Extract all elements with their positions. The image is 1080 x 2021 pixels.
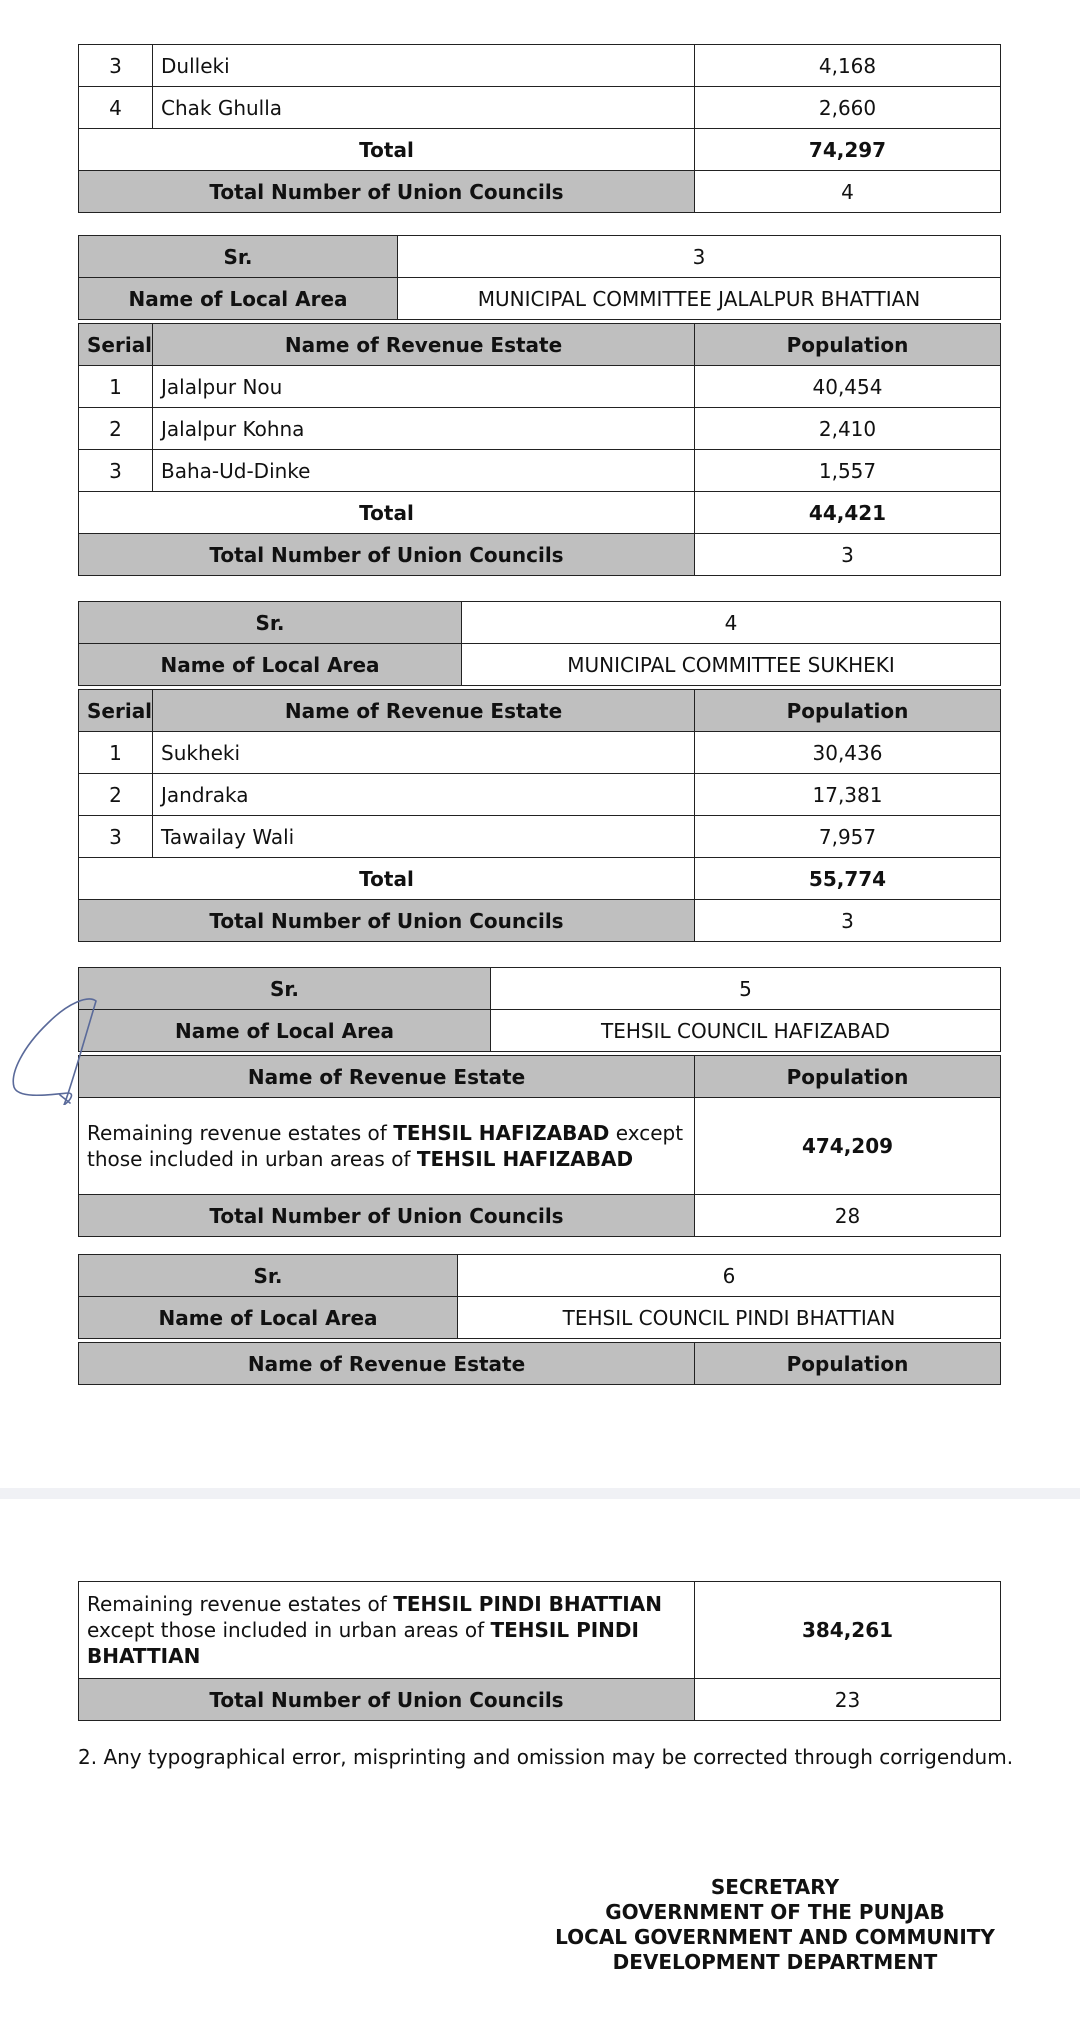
- column-header-row: [79, 1056, 1001, 1098]
- local-area-table-2-tail: [78, 44, 1001, 213]
- serial-cell: 4: [79, 87, 153, 129]
- local-area-table-5-body: [78, 1055, 1001, 1237]
- population-cell: 2,410: [695, 408, 1001, 450]
- sr-row: [79, 1255, 1001, 1297]
- population-cell: 384,261: [695, 1582, 1001, 1679]
- serial-cell: 1: [79, 366, 153, 408]
- table-row: [79, 816, 1001, 858]
- signature-block: [555, 1875, 995, 1975]
- column-header-estate: Name of Revenue Estate: [153, 690, 695, 732]
- union-councils-row: [79, 900, 1001, 942]
- local-area-row: [79, 278, 1001, 320]
- page-break: [0, 1488, 1080, 1499]
- local-area-value: MUNICIPAL COMMITTEE JALALPUR BHATTIAN: [398, 278, 1001, 320]
- table-row: [79, 774, 1001, 816]
- sr-row: [79, 236, 1001, 278]
- union-councils-row: [79, 1195, 1001, 1237]
- local-area-label: Name of Local Area: [79, 644, 462, 686]
- sr-row: [79, 602, 1001, 644]
- sr-value: 6: [458, 1255, 1001, 1297]
- corrigendum-note: 2. Any typographical error, misprinting and omission may be corrected through corrigendum.: [78, 1745, 1014, 1769]
- signature-line-4: DEVELOPMENT DEPARTMENT: [612, 1950, 938, 1974]
- local-area-table-5-header: [78, 967, 1001, 1052]
- column-header-estate: Name of Revenue Estate: [153, 324, 695, 366]
- union-councils-label: Total Number of Union Councils: [79, 1195, 695, 1237]
- sr-value: 5: [491, 968, 1001, 1010]
- local-area-label: Name of Local Area: [79, 1010, 491, 1052]
- sr-label: Sr.: [79, 968, 491, 1010]
- column-header-row: [79, 324, 1001, 366]
- population-cell: 40,454: [695, 366, 1001, 408]
- union-councils-value: 28: [695, 1195, 1001, 1237]
- sr-label: Sr.: [79, 236, 398, 278]
- union-councils-label: Total Number of Union Councils: [79, 900, 695, 942]
- column-header-estate: Name of Revenue Estate: [79, 1056, 695, 1098]
- local-area-table-3-header: [78, 235, 1001, 320]
- population-cell: 17,381: [695, 774, 1001, 816]
- union-councils-label: Total Number of Union Councils: [79, 534, 695, 576]
- signature-line-2: GOVERNMENT OF THE PUNJAB: [605, 1900, 945, 1924]
- table-row: [79, 87, 1001, 129]
- table-row: [79, 1582, 1001, 1679]
- estate-name-cell: Chak Ghulla: [153, 87, 695, 129]
- local-area-table-4-body: [78, 689, 1001, 942]
- population-cell: 30,436: [695, 732, 1001, 774]
- local-area-table-4-header: [78, 601, 1001, 686]
- serial-cell: 3: [79, 45, 153, 87]
- table-row: [79, 45, 1001, 87]
- union-councils-value: 3: [695, 534, 1001, 576]
- table-row: [79, 408, 1001, 450]
- total-row: [79, 492, 1001, 534]
- local-area-label: Name of Local Area: [79, 278, 398, 320]
- column-header-population: Population: [695, 690, 1001, 732]
- serial-cell: 3: [79, 450, 153, 492]
- serial-cell: 3: [79, 816, 153, 858]
- total-value: 55,774: [695, 858, 1001, 900]
- local-area-row: [79, 1297, 1001, 1339]
- estate-name-cell: Dulleki: [153, 45, 695, 87]
- table-row: [79, 732, 1001, 774]
- local-area-label: Name of Local Area: [79, 1297, 458, 1339]
- total-row: [79, 129, 1001, 171]
- estate-description-cell: Remaining revenue estates of TEHSIL PINDI BHATTIAN except those included in urban areas of TEHSIL PINDI BHATTIAN: [79, 1582, 695, 1679]
- union-councils-label: Total Number of Union Councils: [79, 171, 695, 213]
- estate-name-cell: Jalalpur Nou: [153, 366, 695, 408]
- signature-line-3: LOCAL GOVERNMENT AND COMMUNITY: [555, 1925, 995, 1949]
- local-area-row: [79, 1010, 1001, 1052]
- population-cell: 4,168: [695, 45, 1001, 87]
- table-row: [79, 450, 1001, 492]
- column-header-population: Population: [695, 1343, 1001, 1385]
- total-label: Total: [79, 858, 695, 900]
- signature-title: SECRETARY: [710, 1875, 840, 1899]
- local-area-row: [79, 644, 1001, 686]
- local-area-value: TEHSIL COUNCIL PINDI BHATTIAN: [458, 1297, 1001, 1339]
- estate-name-cell: Baha-Ud-Dinke: [153, 450, 695, 492]
- column-header-row: [79, 690, 1001, 732]
- population-cell: 7,957: [695, 816, 1001, 858]
- population-cell: 2,660: [695, 87, 1001, 129]
- sr-row: [79, 968, 1001, 1010]
- sr-label: Sr.: [79, 1255, 458, 1297]
- union-councils-value: 4: [695, 171, 1001, 213]
- sr-value: 4: [462, 602, 1001, 644]
- table-row: [79, 366, 1001, 408]
- total-row: [79, 858, 1001, 900]
- column-header-population: Population: [695, 324, 1001, 366]
- column-header-serial: Serial: [79, 690, 153, 732]
- union-councils-value: 3: [695, 900, 1001, 942]
- union-councils-row: [79, 534, 1001, 576]
- table-row: [79, 1098, 1001, 1195]
- union-councils-value: 23: [695, 1679, 1001, 1721]
- local-area-value: MUNICIPAL COMMITTEE SUKHEKI: [462, 644, 1001, 686]
- union-councils-row: [79, 1679, 1001, 1721]
- column-header-population: Population: [695, 1056, 1001, 1098]
- total-value: 74,297: [695, 129, 1001, 171]
- column-header-row: [79, 1343, 1001, 1385]
- document-page-2: [0, 1499, 1080, 2021]
- union-councils-label: Total Number of Union Councils: [79, 1679, 695, 1721]
- local-area-table-6-body: [78, 1581, 1001, 1721]
- local-area-table-6-header: [78, 1254, 1001, 1339]
- estate-name-cell: Sukheki: [153, 732, 695, 774]
- population-cell: 474,209: [695, 1098, 1001, 1195]
- serial-cell: 1: [79, 732, 153, 774]
- serial-cell: 2: [79, 408, 153, 450]
- estate-name-cell: Jalalpur Kohna: [153, 408, 695, 450]
- sr-label: Sr.: [79, 602, 462, 644]
- union-councils-row: [79, 171, 1001, 213]
- column-header-estate: Name of Revenue Estate: [79, 1343, 695, 1385]
- local-area-value: TEHSIL COUNCIL HAFIZABAD: [491, 1010, 1001, 1052]
- total-value: 44,421: [695, 492, 1001, 534]
- total-label: Total: [79, 492, 695, 534]
- estate-name-cell: Jandraka: [153, 774, 695, 816]
- total-label: Total: [79, 129, 695, 171]
- serial-cell: 2: [79, 774, 153, 816]
- population-cell: 1,557: [695, 450, 1001, 492]
- local-area-table-6-columns: [78, 1342, 1001, 1385]
- signature-scribble-icon: [8, 995, 108, 1105]
- sr-value: 3: [398, 236, 1001, 278]
- estate-name-cell: Tawailay Wali: [153, 816, 695, 858]
- estate-description-cell: Remaining revenue estates of TEHSIL HAFIZABAD except those included in urban areas of TEHSIL HAFIZABAD: [79, 1098, 695, 1195]
- local-area-table-3-body: [78, 323, 1001, 576]
- column-header-serial: Serial: [79, 324, 153, 366]
